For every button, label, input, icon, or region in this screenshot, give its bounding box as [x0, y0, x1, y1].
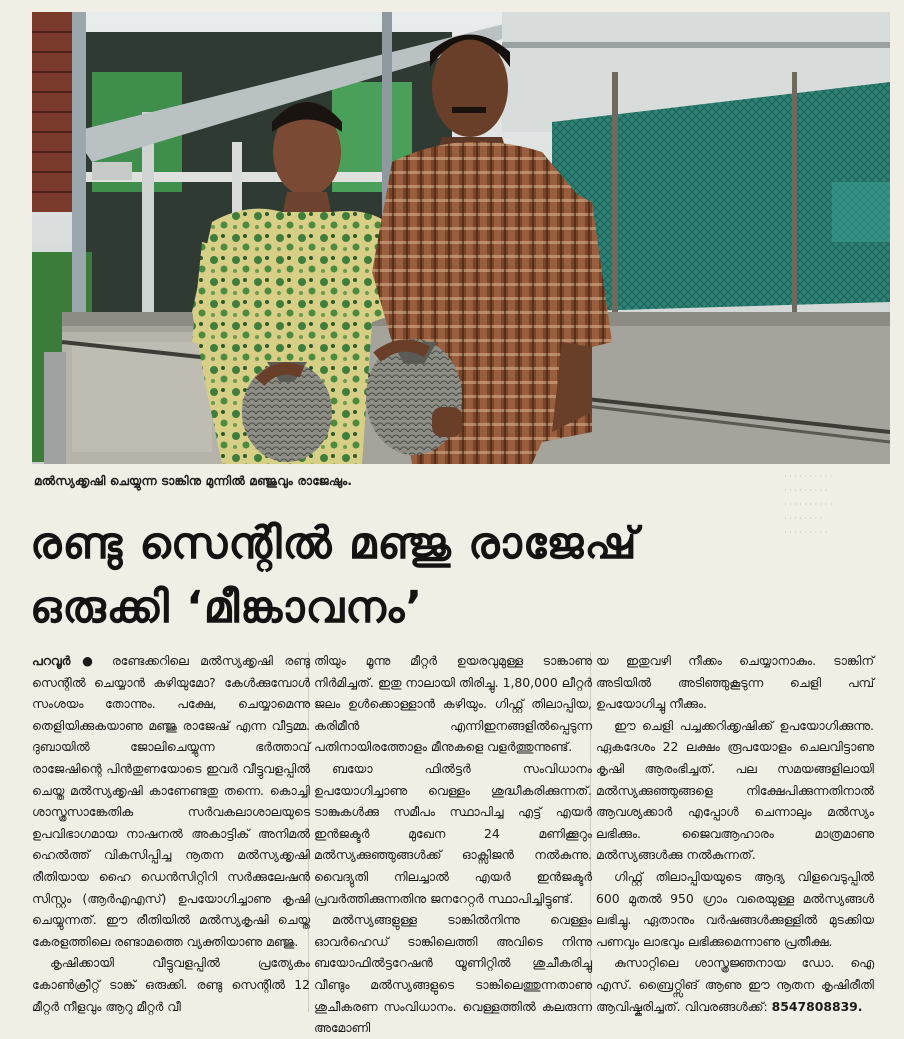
- paragraph: പറവൂർ ● രണ്ടേക്കറിലെ മൽസ്യക്കൃഷി രണ്ടു സെന്റിൽ ചെയ്യാൻ കഴിയുമോ? കേൾക്കുമ്പോൾ സംശയം തോന്നും. പക്ഷേ, ചെയ്യാമെന്നു തെളിയിക്കുകയാണു മഞ്ജു രാജേഷ് എന്ന വീട്ടമ്മ. ദുബായിൽ ജോലിചെയ്യുന്ന ഭർത്താവ് രാജേഷിന്റെ പിൻതുണയോടെ ഇവർ വീട്ടുവളപ്പിൽ ചെയ്ത മൽസ്യക്കൃഷി കാണേണ്ടതു തന്നെ. കൊച്ചി ശാസ്ത്രസാങ്കേതിക സർവകലാശാലയുടെ ഉപവിഭാഗമായ നാഷനൽ അകാട്ടിക് അനിമൽ ഹെൽത്ത് വികസിപ്പിച്ച നൂതന മൽസ്യക്കൃഷി രീതിയായ ഹൈ ഡെൻസിറ്റിറി സർക്കുലേഷൻ സിസ്റ്റം (ആർഎഎസ്) ഉപയോഗിച്ചാണു കൃഷി ചെയ്യുന്നത്. ഈ രീതിയിൽ മൽസ്യകൃഷി ചെയ്ത കേരളത്തിലെ രണ്ടാമത്തെ വ്യക്തിയാണു മഞ്ജു.: [32, 653, 310, 949]
- article-column-1: [32, 650, 310, 1017]
- paragraph: ഗിഫ്റ്റ് തിലാപ്പിയയുടെ ആദ്യ വിളവെടുപ്പിൽ 600 മുതൽ 950 ഗ്രാം വരെയുള്ള മൽസ്യങ്ങൾ ലഭിച്ചു. ഏതാനും വർഷങ്ങൾക്കുള്ളിൽ മുടക്കിയ പണവും ലാഭവും ലഭിക്കുമെന്നാണു പ്രതീക്ഷ.: [596, 868, 874, 949]
- photo-caption: മൽസ്യക്കൃഷി ചെയ്യുന്ന ടാങ്കിനു മുന്നിൽ മഞ്ജുവും രാജേഷും.: [34, 474, 353, 488]
- article-photo: [32, 12, 890, 464]
- headline-line-2: ഒരുക്കി ‘മീങ്കാവനം’: [30, 582, 424, 633]
- contact-phone: 8547808839.: [771, 998, 863, 1014]
- article-column-3: [596, 650, 874, 1017]
- bleed-through-text: · · · · · · · · · · · · · · · · · · · · · · · · · · · · · · · · · · · · · · · · · · · · · ·: [784, 472, 833, 537]
- paragraph: ഈ ചെളി പച്ചക്കറിക്കൃഷിക്ക് ഉപയോഗിക്കുന്നു. ഏകദേശം 22 ലക്ഷം രൂപയോളം ചെലവിട്ടാണു കൃഷി ആരംഭിച്ചത്. പല സമയങ്ങളിലായി മൽസ്യക്കുഞ്ഞുങ്ങളെ നിക്ഷേപിക്കുന്നതിനാൽ ആവശ്യക്കാർ എപ്പോൾ ചെന്നാലും മൽസ്യം ലഭിക്കും. ജൈവആഹാരം മാത്രമാണു മൽസ്യങ്ങൾക്കു നൽകുന്നത്.: [596, 717, 874, 863]
- headline-line-1: രണ്ടു സെന്റിൽ മഞ്ജു രാജേഷ്: [30, 518, 638, 569]
- paragraph: ബയോ ഫിൽട്ടർ സംവിധാനം ഉപയോഗിച്ചാണു വെള്ളം ശുദ്ധീകരിക്കുന്നത്. ടാങ്കുകൾക്കു സമീപം സ്ഥാപിച്ച എട്ട് എയർ ഇൻജക്ടർ മുഖേന 24 മണിക്കൂറും മൽസ്യക്കുഞ്ഞുങ്ങൾക്ക് ഓക്സിജൻ നൽകുന്നു. വൈദ്യുതി നിലച്ചാൽ എയർ ഇൻജക്ടർ പ്രവർത്തിക്കുന്നതിനു ജനറേറ്റർ സ്ഥാപിച്ചിട്ടുണ്ട്.: [314, 760, 592, 906]
- article-column-2: [314, 650, 592, 1039]
- paragraph: കുസാറ്റിലെ ശാസ്ത്രജ്ഞനായ ഡോ. ഐ എസ്. ബ്രൈറ്റ്സിങ് ആണു ഈ നൂതന കൃഷിരീതി ആവിഷ്കരിച്ചത്. വിവരങ്ങൾക്ക്: 8547808839.: [596, 955, 874, 1014]
- paragraph: മൽസ്യങ്ങളുള്ള ടാങ്കിൽനിന്നു വെള്ളം ഓവർഹെഡ് ടാങ്കിലെത്തി അവിടെ നിന്നു ബയോഫിൽട്ടറേഷൻ യൂണിറ്റിൽ ശുചീകരിച്ചു വീണ്ടും മൽസ്യങ്ങളുടെ ടാങ്കിലെത്തുന്നതാണു ശുചീകരണ സംവിധാനം. വെള്ളത്തിൽ കലരുന്ന അമോണി: [314, 912, 592, 1036]
- paragraph: യ ഇതുവഴി നീക്കം ചെയ്യാനാകും. ടാങ്കിന് അടിയിൽ അടിഞ്ഞുകൂടുന്ന ചെളി പമ്പ് ഉപയോഗിച്ചു നീക്കും.: [596, 653, 874, 712]
- dateline: പറവൂർ ●: [32, 653, 101, 668]
- paragraph: തിയും മൂന്നു മീറ്റർ ഉയരവുമുള്ള ടാങ്കാണു നിർമിച്ചത്. ഇതു നാലായി തിരിച്ചു. 1,80,000 ലീറ്റർ ജലം ഉൾക്കൊള്ളാൻ കഴിയും. ഗിഫ്റ്റ് തിലാപ്പിയ, കരിമീൻ എന്നിഇനങ്ങളിൽപ്പെടുന്ന പതിനായിരത്തോളം മീനുകളെ വളർത്തുന്നുണ്ട്.: [314, 653, 592, 755]
- paragraph: കൃഷിക്കായി വീട്ടുവളപ്പിൽ പ്രത്യേകം കോൺക്രീറ്റ് ടാങ്ക് ഒരുക്കി. രണ്ടു സെന്റിൽ 12 മീറ്റർ നീളവും ആറു മീറ്റർ വീ: [32, 955, 310, 1014]
- headline: [30, 512, 880, 640]
